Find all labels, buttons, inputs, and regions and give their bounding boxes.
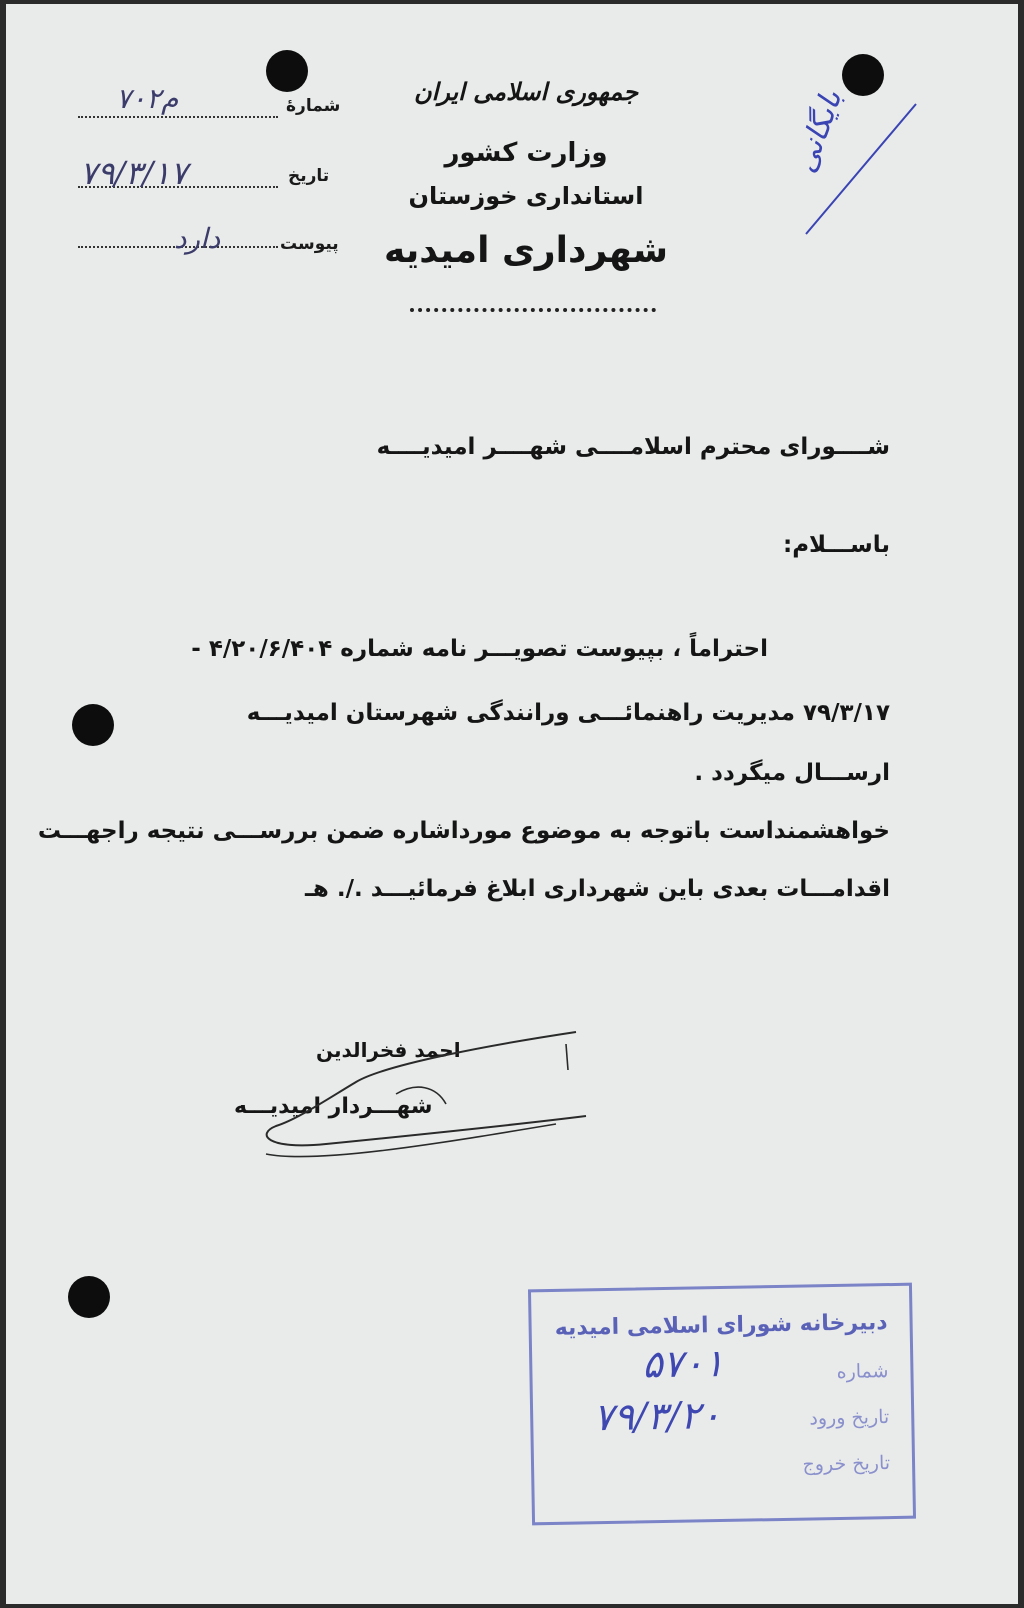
- greeting-line: باســـلام:: [783, 532, 890, 558]
- attachment-value: دارد: [174, 222, 221, 255]
- stamp-entry-date-label: تاریخ ورود: [809, 1406, 890, 1430]
- stamp-entry-date-value: ۷۹/۳/۲۰: [592, 1393, 722, 1440]
- punch-hole-middle-left: [72, 704, 114, 746]
- handwritten-signature: [236, 1024, 596, 1174]
- stamp-exit-date-label: تاریخ خروج: [802, 1452, 891, 1476]
- punch-hole-top-right: [842, 54, 884, 96]
- date-value: ۷۹/۳/۱۷: [80, 154, 188, 192]
- date-label: تاریخ: [288, 166, 330, 186]
- letterhead-municipality: شهرداری امیدیه: [383, 230, 669, 271]
- number-value: ۷۰۲م: [116, 82, 179, 115]
- paragraph1-line1: احتراماً ، بپیوست تصویـــر نامه شماره ۴/۲۰/۶/۴۰۴ -: [191, 636, 768, 662]
- margin-note-stroke: [796, 94, 926, 244]
- letterhead-divider: [410, 308, 656, 312]
- paragraph2-line1: خواهشمنداست باتوجه به موضوع مورداشاره ضمن بررســـی نتیجه راجهـــت: [37, 818, 890, 844]
- attachment-label: پیوست: [280, 234, 339, 254]
- letterhead-ministry: وزارت کشور: [444, 138, 608, 168]
- number-label: شمارهٔ: [286, 96, 341, 116]
- letterhead-republic: جمهوری اسلامی ایران: [413, 78, 639, 106]
- signatory-name: احمد فخرالدین: [316, 1038, 461, 1062]
- paragraph1-line2: ۷۹/۳/۱۷ مدیریت راهنمائـــی ورانندگی شهرستان امیدیـــه: [246, 700, 890, 726]
- stamp-title: دبیرخانه شورای اسلامی امیدیه: [554, 1310, 888, 1341]
- letterhead-province: استانداری خوزستان: [408, 182, 644, 210]
- punch-hole-top-left: [266, 50, 308, 92]
- paragraph2-line2: اقدامـــات بعدی باین شهرداری ابلاغ فرمائیـــد ./. هـ: [305, 876, 890, 902]
- addressee-line: شــــورای محترم اسلامــــی شهــــر امیدیــــه: [376, 434, 890, 460]
- stamp-number-value: ۵۷۰۱: [641, 1340, 725, 1387]
- stamp-number-label: شماره: [836, 1360, 889, 1383]
- letter-page: [6, 4, 1018, 1604]
- number-field-line: [78, 116, 278, 118]
- received-stamp: [528, 1283, 916, 1526]
- signatory-title: شهـــردار امیدیـــه: [234, 1094, 433, 1119]
- margin-note: بایگانی: [787, 85, 850, 178]
- paragraph1-line3: ارســـال میگردد .: [694, 760, 890, 786]
- punch-hole-bottom-left: [68, 1276, 110, 1318]
